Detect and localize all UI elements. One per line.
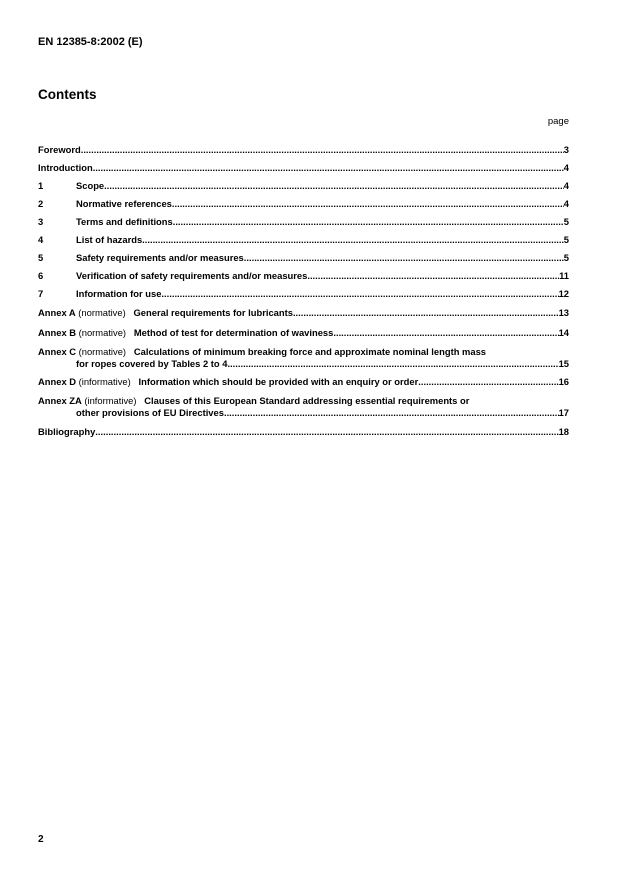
toc-entry-number: 6: [38, 270, 44, 281]
dot-leader: [142, 234, 564, 246]
toc-entry-title: Method of test for determination of waviness: [133, 327, 334, 338]
page-number: 2: [38, 834, 44, 845]
annex-label: Annex C: [38, 346, 77, 357]
annex-label: Annex A: [38, 307, 76, 318]
toc-entry-page: 18: [558, 426, 569, 437]
toc-entry-normative-references[interactable]: [38, 198, 569, 210]
dot-leader: [307, 270, 559, 282]
toc-entry-title: Information which should be provided with an enquiry or order: [138, 376, 419, 387]
toc-entry-number: 5: [38, 252, 44, 263]
toc-entry-page: 4: [563, 198, 569, 209]
toc-entry-number: 1: [38, 180, 44, 191]
dot-leader: [81, 144, 564, 156]
dot-leader: [161, 288, 558, 300]
toc-entry-title: Terms and definitions: [76, 216, 173, 227]
toc-entry-verification[interactable]: [38, 270, 569, 282]
toc-entry-page: 12: [558, 288, 569, 299]
toc-entry-title: Clauses of this European Standard addressing essential requirements or: [144, 395, 470, 406]
toc-entry-number: 3: [38, 216, 44, 227]
toc-entry-foreword[interactable]: [38, 144, 569, 156]
annex-label: Annex ZA: [38, 395, 82, 406]
toc-entry-page: 15: [558, 357, 569, 369]
page-title: Contents: [38, 87, 97, 102]
toc-entry-page: 4: [563, 162, 569, 173]
toc-entry-annex-d[interactable]: [38, 376, 569, 388]
toc-entry-title: Bibliography: [38, 426, 96, 437]
toc-entry-annex-b[interactable]: [38, 327, 569, 339]
toc-entry-title: Foreword: [38, 144, 81, 155]
toc-entry-title: Introduction: [38, 162, 93, 173]
toc-entry-title: List of hazards: [76, 234, 143, 245]
annex-label: Annex D: [38, 376, 77, 387]
toc-entry-page: 5: [563, 216, 569, 227]
dot-leader: [173, 216, 564, 228]
toc-entry-title-continued: for ropes covered by Tables 2 to 4: [76, 357, 228, 369]
dot-leader: [104, 180, 564, 192]
toc-entry-page: 11: [559, 270, 569, 281]
toc-entry-annex-a[interactable]: [38, 307, 569, 319]
page-column-label: page: [547, 116, 569, 127]
document-id: EN 12385-8:2002 (E): [38, 36, 143, 48]
toc-entry-page: 13: [558, 307, 569, 318]
dot-leader: [333, 327, 558, 339]
toc-entry-page: 14: [558, 327, 569, 338]
toc-entry-page: 4: [563, 180, 569, 191]
toc-entry-page: 5: [563, 234, 569, 245]
toc-entry-title: Safety requirements and/or measures: [76, 252, 244, 263]
toc-entry-safety-requirements[interactable]: [38, 252, 569, 264]
toc-entry-title: Information for use: [76, 288, 162, 299]
dot-leader: [172, 198, 564, 210]
dot-leader: [227, 358, 558, 370]
toc-entry-title: Calculations of minimum breaking force and approximate nominal length mass: [133, 346, 487, 357]
toc-entry-bibliography[interactable]: [38, 426, 569, 438]
toc-entry-page: 16: [558, 376, 569, 387]
annex-label: Annex B: [38, 327, 77, 338]
toc-entry-title: Normative references: [76, 198, 172, 209]
toc-entry-page: 5: [563, 252, 569, 263]
toc-entry-number: 4: [38, 234, 44, 245]
dot-leader: [93, 162, 564, 174]
toc-entry-annex-za[interactable]: [38, 395, 569, 418]
dot-leader: [95, 426, 558, 438]
dot-leader: [244, 252, 564, 264]
toc-entry-title-continued: other provisions of EU Directives: [76, 406, 224, 418]
toc-entry-page: 3: [563, 144, 569, 155]
dot-leader: [293, 307, 559, 319]
dot-leader: [418, 376, 558, 388]
toc-entry-information-for-use[interactable]: [38, 288, 569, 300]
annex-type: (normative): [76, 346, 134, 357]
toc-entry-title: General requirements for lubricants: [133, 307, 293, 318]
toc-entry-annex-c[interactable]: [38, 346, 569, 369]
toc-entry-number: 7: [38, 288, 44, 299]
toc-entry-title: Scope: [76, 180, 105, 191]
annex-type: (informative): [81, 395, 145, 406]
toc-entry-introduction[interactable]: [38, 162, 569, 174]
toc-entry-page: 17: [558, 406, 569, 418]
toc-entry-number: 2: [38, 198, 44, 209]
toc-entry-terms-and-definitions[interactable]: [38, 216, 569, 228]
annex-type: (normative): [75, 307, 134, 318]
annex-type: (normative): [76, 327, 134, 338]
toc-entry-list-of-hazards[interactable]: [38, 234, 569, 246]
toc-entry-title: Verification of safety requirements and/or measures: [76, 270, 308, 281]
dot-leader: [224, 407, 559, 419]
toc-entry-scope[interactable]: [38, 180, 569, 192]
annex-type: (informative): [76, 376, 139, 387]
